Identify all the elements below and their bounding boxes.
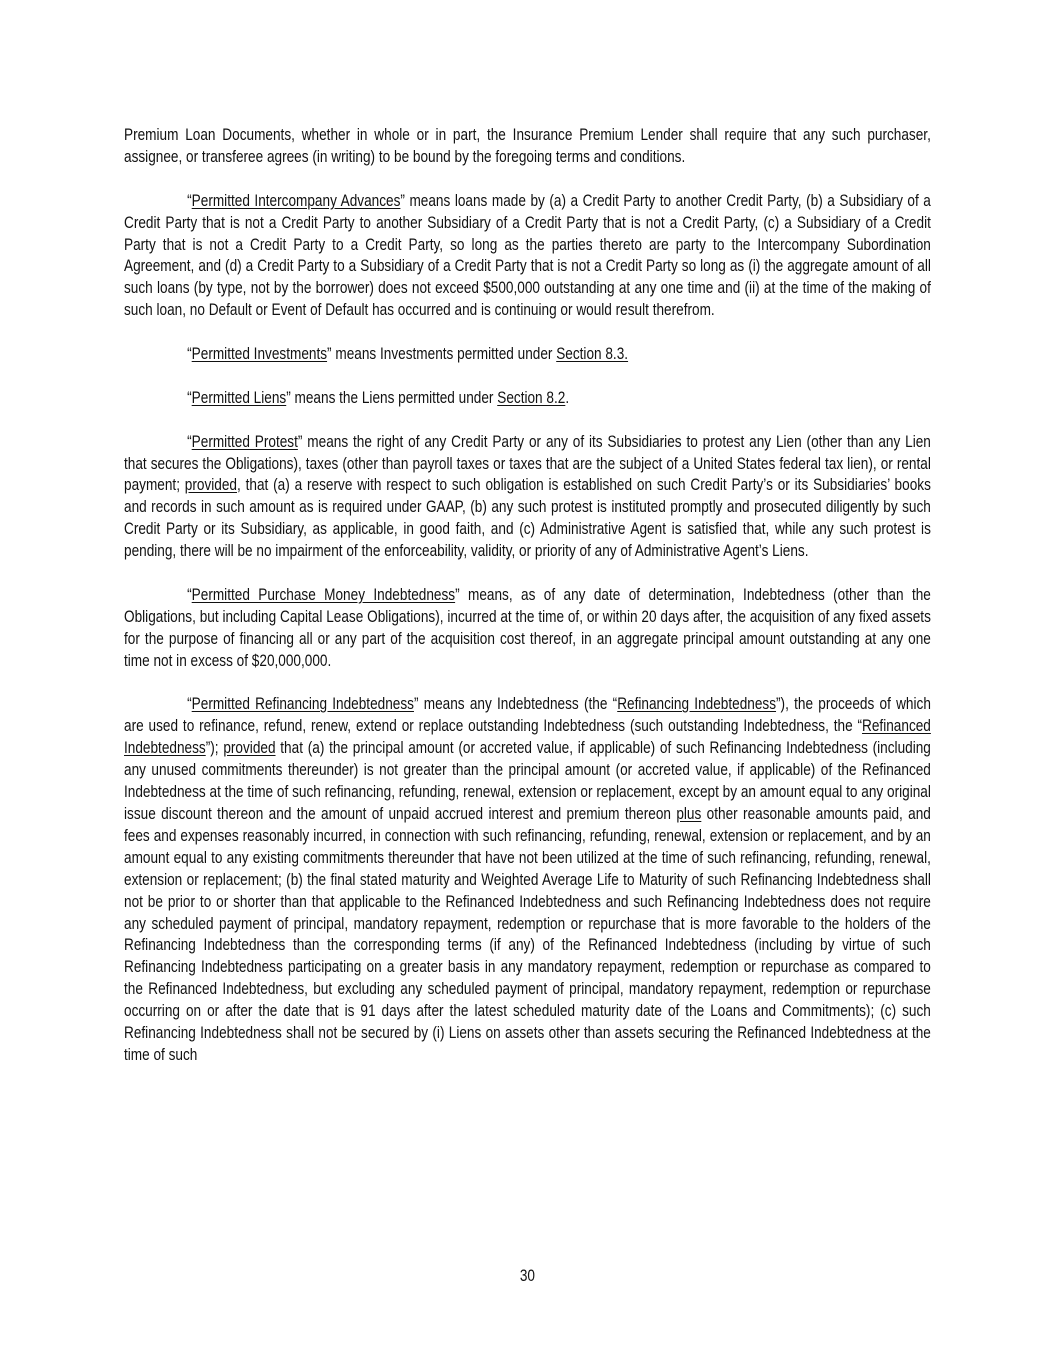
document-body: [124, 124, 931, 1088]
paragraph-text: “: [187, 344, 192, 364]
defined-term: Permitted Investments: [191, 344, 328, 364]
paragraph-text: Premium Loan Documents, whether in whole or in part, the Insurance Premium Lender shall require that any such purchaser, assignee, or transferee agrees (in writing) to be bound by the foregoing terms and conditions.: [124, 125, 931, 166]
defined-term: Permitted Intercompany Advances: [191, 190, 401, 210]
defined-term: Permitted Protest: [191, 431, 298, 451]
paragraph-text: “: [187, 584, 192, 604]
defined-term: Section 8.2: [497, 387, 566, 407]
paragraph-text: other reasonable amounts paid, and fees and expenses reasonably incurred, in connection with such refinancing, refunding, renewal, extension or replacement, and by an amount equal to any existing commitments thereunder that have not been utilized at the time of such refinancing, refunding, renewal, extension or replacement; (b) the final stated maturity and Weighted Average Life to Maturity of such Refinancing Indebtedness shall not be prior to or shorter than that applicable to the Refinanced Indebtedness and such Refinancing Indebtedness does not require any scheduled payment of principal, mandatory repayment, redemption or repurchase that is more favorable to the holders of the Refinancing Indebtedness than the corresponding terms (if any) of the Refinanced Indebtedness (including by virtue of such Refinancing Indebtedness participating on a greater basis in any mandatory repayment, redemption or repurchase as compared to the Refinanced Indebtedness, but excluding any scheduled payment of principal, mandatory repayment, redemption or repurchase occurring on or after the date that is 91 days after the latest scheduled maturity date of the Loans and Commitments); (c) such Refinancing Indebtedness shall not be secured by (i) Liens on assets other than assets securing the Refinanced Indebtedness at the time of such: [124, 804, 931, 1064]
paragraph-text: “: [187, 694, 192, 714]
paragraph-text: ” means loans made by (a) a Credit Party to another Credit Party, (b) a Subsidiary of a Credit Party that is not a Credit Party to another Subsidiary of a Credit Party that is not a Credit Party, (c) a Subsidiary of a Credit Party that is not a Credit Party to a Credit Party, so long as the parties thereto are party to the Intercompany Subordination Agreement, and (d) a Credit Party to a Subsidiary of a Credit Party that is not a Credit Party so long as (i) the aggregate amount of all such loans (by type, not by the borrower) does not exceed $500,000 outstanding at any one time and (ii) at the time of the making of such loan, no Default or Event of Default has occurred and is continuing or would result therefrom.: [124, 190, 931, 320]
paragraph: [124, 387, 931, 409]
paragraph-text: , that (a) a reserve with respect to such obligation is established on such Credit Party’s or its Subsidiaries’ books and records in such amount as is required under GAAP, (b) any such protest is instituted promptly and prosecuted diligently by such Credit Party or its Subsidiary, as applicable, in good faith, and (c) Administrative Agent is satisfied that, while any such protest is pending, there will be no impairment of the enforceability, validity, or priority of any of Administrative Agent’s Liens.: [124, 475, 931, 561]
defined-term: Permitted Liens: [191, 387, 287, 407]
paragraph-text: ”), the proceeds of which are used to refinance, refund, renew, extend or replace outstanding Indebtedness (such outstanding Indebtedness, the “: [124, 694, 931, 736]
paragraph: [124, 190, 931, 321]
defined-term: Refinanced Indebtedness: [124, 716, 931, 758]
paragraph-text: “: [187, 431, 192, 451]
paragraph-text: ” means Investments permitted under: [327, 344, 557, 364]
paragraph: [124, 584, 931, 672]
paragraph-text: .: [565, 387, 570, 407]
paragraph-text: that (a) the principal amount (or accreted value, if applicable) of such Refinancing Indebtedness (including any unused commitments thereunder) is not greater than the principal amount (or accreted value, if applicable) of the Refinanced Indebtedness at the time of such refinancing, refunding, renewal, extension or replacement, except by an amount equal to any original issue discount thereon and the amount of unpaid accrued interest and premium thereon: [124, 738, 931, 823]
paragraph: [124, 431, 931, 562]
paragraph-text: ” means the Liens permitted under: [286, 387, 498, 407]
paragraph-text: “: [187, 190, 192, 210]
page-number: 30: [519, 1266, 535, 1285]
paragraph: [124, 693, 931, 1065]
paragraph-text: ” means any Indebtedness (the “: [413, 694, 618, 714]
paragraph-text: ” means, as of any date of determination, Indebtedness (other than the Obligations, but including Capital Lease Obligations), incurred at the time of, or within 20 days after, the acquisition of any fixed assets for the purpose of financing all or any part of the acquisition cost thereof, in an aggregate principal amount outstanding at any one time not in excess of $20,000,000.: [124, 584, 931, 670]
paragraph: [124, 343, 931, 365]
paragraph-text: “: [187, 387, 192, 407]
defined-term: Section 8.3.: [556, 344, 629, 364]
defined-term: plus: [676, 804, 702, 823]
paragraph-text: ” means the right of any Credit Party or any of its Subsidiaries to protest any Lien (other than any Lien that secures the Obligations), taxes (other than payroll taxes or taxes that are the subject of a United States federal tax lien), or rental payment;: [124, 431, 931, 495]
defined-term: Refinancing Indebtedness: [617, 694, 777, 714]
paragraph-text: ”);: [205, 738, 224, 758]
defined-term: provided: [184, 475, 238, 495]
defined-term: provided: [223, 738, 276, 758]
paragraph: [124, 124, 931, 168]
defined-term: Permitted Purchase Money Indebtedness: [191, 584, 456, 604]
defined-term: Permitted Refinancing Indebtedness: [191, 694, 414, 714]
